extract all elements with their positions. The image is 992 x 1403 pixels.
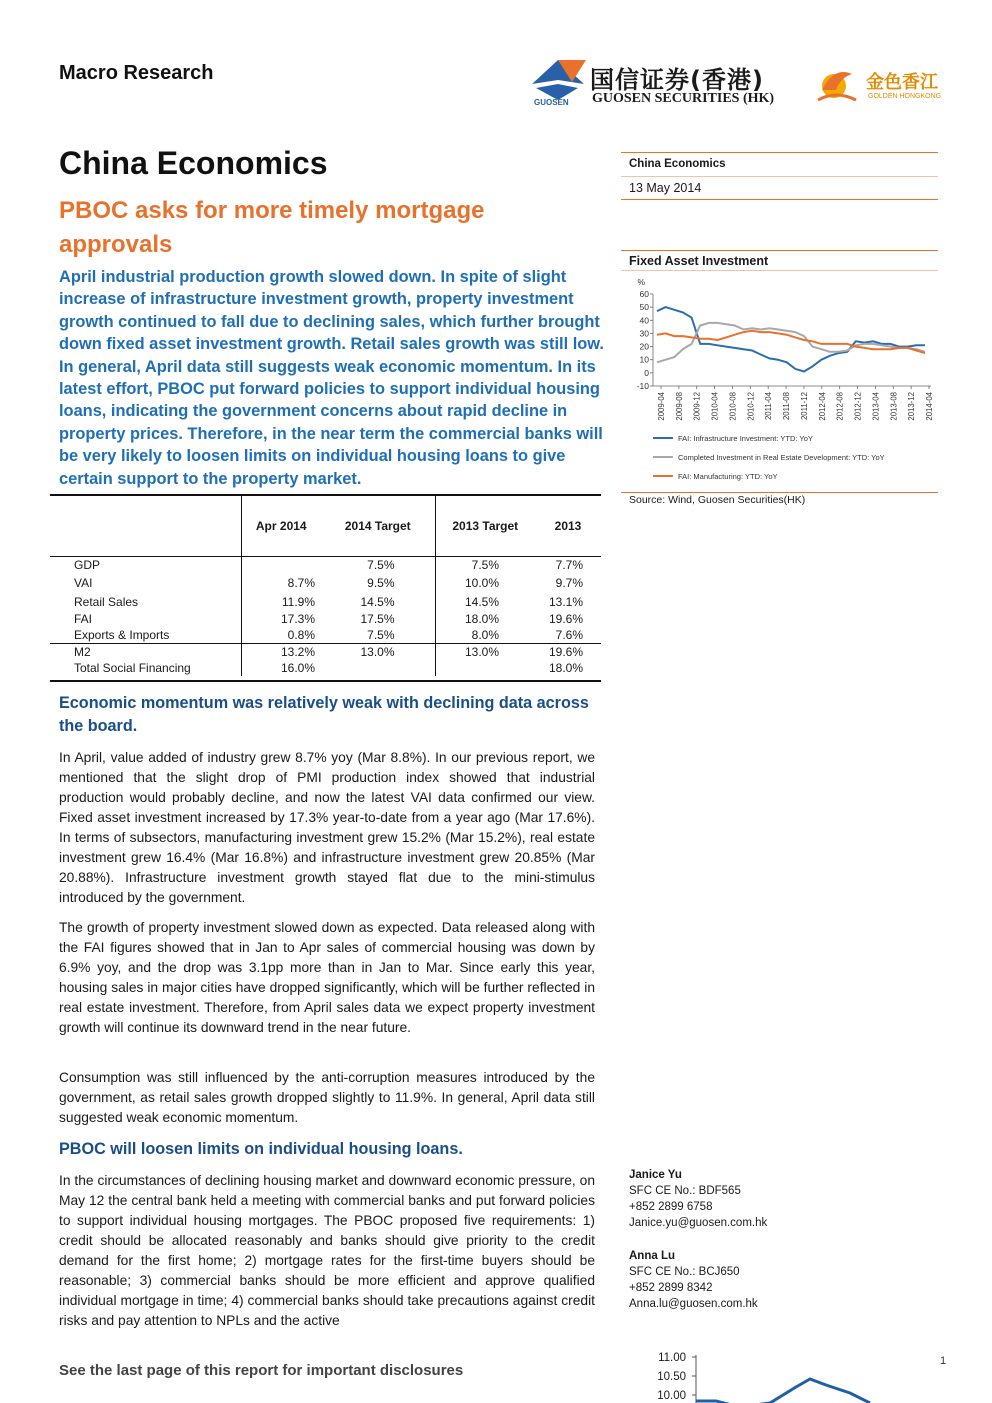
table-cell: 13.0% [464,645,499,659]
x-tick-label: 2012-08 [835,392,845,421]
section-label: Macro Research [59,62,214,84]
analyst-name: Anna Lu [629,1250,675,1262]
table-cell: 0.8% [287,628,315,642]
lead-summary: April industrial production growth slowed down. In spite of slight increase of infrastructure investment growth, property investment growth continued to fall due to declining sales, which further brought down fixed asset investment growth. Retail sales growth was still low. In general, April data still suggests weak economic momentum. In its latest effort, PBOC put forward policies to support individual housing loans, indicating the government concerns about rapid decline in property prices. Therefore, in the near term the commercial banks will be very likely to loosen limits on individual housing loans to give certain support to the property market. [59,268,604,488]
table-cell: 7.5% [471,558,499,572]
table-cell: 7.7% [555,558,583,572]
table-row [50,557,601,574]
analyst-email[interactable]: Janice.yu@guosen.com.hk [629,1217,768,1229]
sidebar-rule [621,199,938,200]
paragraph: In April, value added of industry grew 8.7% yoy (Mar 8.8%). In our previous report, we mentioned that the slight drop of PMI production index showed that industrial production would probably decline, and now the latest VAI data confirmed our view. Fixed asset investment increased by 17.3% year-to-date from a year ago (Mar 17.6%). In terms of subsectors, manufacturing investment grew 15.2% (Mar 15.2%), real estate investment grew 16.4% (Mar 16.8%) and infrastructure investment grew 20.85% (Mar 20.88%). Infrastructure investment growth stayed flat due to the mini-stimulus introduced by the government. [59,750,595,905]
chart-bottom-rule [621,492,938,493]
table-cell: 7.5% [321,627,435,644]
paragraph: Consumption was still influenced by the anti-corruption measures introduced by the government, as retail sales growth dropped slightly to 11.9%. In general, April data still suggested weak economic momentum. [59,1070,595,1125]
x-tick-label: 2014-04 [925,392,934,421]
analyst-name: Janice Yu [629,1169,682,1181]
table-cell: 18.0% [548,661,583,675]
x-tick-label: 2010-12 [746,392,756,421]
legend-label: FAI: Infrastructure Investment: YTD: YoY [678,434,813,443]
table-cell: 10.0% [464,575,499,590]
y-tick-label: 60 [639,289,649,299]
chart-title-rule [621,270,938,271]
x-tick-label: 2013-12 [907,392,917,421]
table-cell: 11.9% [281,594,315,609]
fai-line-chart [621,272,938,492]
mini-tick-label: 10.00 [657,1390,686,1402]
table-cell: 7.5% [321,557,435,574]
sidebar-rule [621,152,938,153]
table-header-2013: 2013 [554,519,582,533]
y-tick-label: 30 [639,328,649,339]
y-tick-label: 20 [639,341,649,352]
table-cell: 8.0% [471,628,499,642]
table-cell: 13.2% [280,645,315,659]
chart-top-rule [621,250,938,251]
table-row [50,627,601,644]
mini-tick-label: 10.50 [657,1371,686,1383]
brand2-name-en: GOLDEN HONGKONG [868,93,942,100]
table-cell: 19.6% [548,612,583,626]
brand-mark: GUOSEN [534,98,569,107]
y-tick-label: 40 [639,315,649,326]
legend-label: Completed Investment in Real Estate Development: YTD: YoY [678,453,885,462]
x-tick-label: 2009-08 [674,392,684,421]
table-header-row [50,496,601,557]
report-subtitle: PBOC asks for more timely mortgage approvals [59,197,485,258]
table-cell: 14.5% [464,594,499,609]
series-line [657,307,925,371]
section-heading-momentum: Economic momentum was relatively weak with declining data across the board. [59,694,589,735]
table-cell: 8.7% [287,575,315,590]
row-label: VAI [50,573,241,592]
table-cell: 13.1% [548,594,583,609]
row-label: M2 [50,644,241,661]
x-tick-label: 2012-12 [853,392,863,421]
paragraph: In the circumstances of declining housing market and downward economic pressure, on May 12 the central bank held a meeting with commercial banks and put forward policies to support individual housing mortgages. The PBOC proposed five requirements: 1) credit should be allocated reasonably and banks should give priority to the credit demand for the first home; 2) mortgage rates for the first-time buyers should be reasonable; 3) commercial banks should be more efficient and approve qualified individual mortgage in time; 4) commercial banks should take precautions against credit risks and pay attention to NPLs and the active [59,1173,595,1328]
row-label: Total Social Financing [50,660,241,676]
table-row [50,573,601,592]
analyst-contact [629,1167,767,1231]
table-bottom-rule [50,680,601,682]
table-cell: 17.5% [321,611,435,627]
x-tick-label: 2009-12 [692,392,702,421]
row-label: FAI [50,611,241,627]
brand2-name-cn: 金色香江 [866,72,938,93]
table-cell: 13.0% [321,644,435,661]
chart-source: Source: Wind, Guosen Securities(HK) [629,494,806,506]
y-axis-unit: % [637,277,645,287]
analyst-phone: +852 2899 8342 [629,1282,713,1294]
x-tick-label: 2010-04 [710,392,720,421]
mini-tick-label: 11.00 [658,1352,686,1364]
page-number: 1 [940,1355,947,1367]
series-line [657,323,925,362]
golden-hongkong-logo-icon [812,60,862,108]
analyst-sfc: SFC CE No.: BCJ650 [629,1266,740,1278]
table-header-2014-target: 2014 Target [321,496,435,557]
y-tick-label: 0 [644,367,649,378]
legend-label: FAI: Manufacturing: YTD: YoY [678,472,778,481]
analyst-email[interactable]: Anna.lu@guosen.com.hk [629,1298,758,1310]
table-cell [435,660,535,676]
y-tick-label: 50 [639,302,649,313]
mini-chart-fragment [620,1345,880,1403]
analyst-phone: +852 2899 6758 [629,1201,713,1213]
y-tick-label: -10 [636,381,649,391]
x-tick-label: 2011-08 [782,392,792,421]
x-tick-label: 2011-04 [764,392,774,421]
table-header-apr2014: Apr 2014 [255,519,307,533]
disclosure-footer: See the last page of this report for important disclosures [59,1362,464,1379]
table-cell: 18.0% [464,612,499,626]
table-cell: 16.0% [280,661,315,675]
row-label: GDP [50,557,241,574]
key-indicators-table [50,496,601,676]
analyst-sfc: SFC CE No.: BDF565 [629,1185,741,1197]
company-logo [528,58,943,110]
x-tick-label: 2012-04 [817,392,827,421]
x-tick-label: 2013-08 [889,392,899,421]
table-cell [321,660,435,676]
x-tick-label: 2011-12 [799,392,809,421]
section-heading-pboc: PBOC will loosen limits on individual housing loans. [59,1140,463,1158]
table-cell: 7.6% [555,628,583,642]
row-label: Exports & Imports [50,627,241,644]
table-row [50,592,601,611]
table-row [50,660,601,676]
table-cell [241,557,321,574]
table-row [50,611,601,627]
brand-name-en: GUOSEN SECURITIES (HK) [592,91,775,106]
paragraph: The growth of property investment slowed down as expected. Data released along with the FAI figures showed that in Jan to Apr sales of commercial housing was down by 6.9% yoy, and the drop was 3.1pp more than in Jan to Mar. Since early this year, housing sales in major cities have dropped significantly, which will be further reflected in real estate investment. Therefore, from April sales data we expect property investment growth will continue its downward trend in the near future. [59,920,595,1035]
y-tick-label: 10 [639,354,649,365]
analyst-contact [629,1248,758,1312]
table-header-blank [50,496,241,557]
chart-title: Fixed Asset Investment [629,254,769,268]
table-cell: 9.5% [321,573,435,592]
sidebar-date: 13 May 2014 [629,181,702,195]
mini-series-line [696,1379,870,1403]
table-row [50,644,601,661]
report-title: China Economics [59,145,328,181]
x-tick-label: 2009-04 [657,392,666,421]
table-cell: 19.6% [548,645,583,659]
table-cell: 14.5% [321,592,435,611]
table-cell: 9.7% [555,575,583,590]
brand-name-cn: 国信证券(香港) [590,66,764,94]
sidebar-category: China Economics [629,158,726,170]
x-tick-label: 2013-04 [871,392,881,421]
sidebar-rule [621,176,938,177]
table-cell: 17.3% [280,612,315,626]
x-tick-label: 2010-08 [728,392,738,421]
row-label: Retail Sales [50,592,241,611]
table-header-2013-target: 2013 Target [452,519,519,533]
